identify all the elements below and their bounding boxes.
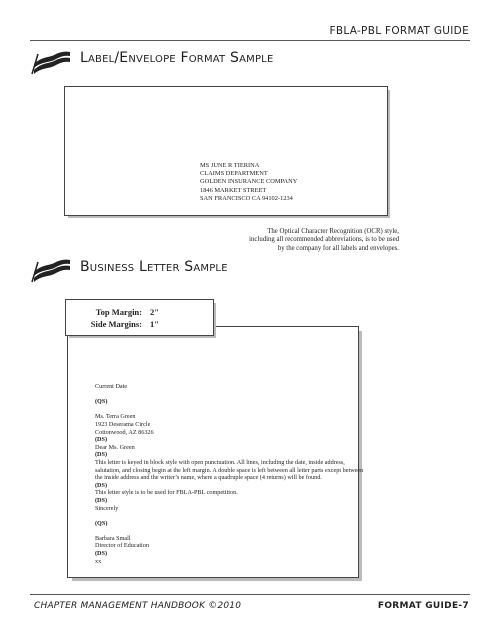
ocr-caption — [199, 228, 399, 253]
header-guide-title: FBLA-PBL FORMAT GUIDE — [329, 25, 469, 37]
address-line: SAN FRANCISCO CA 94102-1234 — [200, 194, 293, 202]
letter-paragraph: This letter is keyed in block style with open punctuation. All lines, including the date, inside address, salutation, and closing begin at the left margin. A double space is left between all letter parts except between the inside address and the writer’s name, where a quadruple space (4 returns) will be found. — [95, 458, 364, 482]
top-margin-value: 2" — [150, 307, 159, 317]
address-line: GOLDEN INSURANCE COMPANY — [200, 178, 298, 186]
margins-table — [66, 307, 159, 331]
complimentary-close: Sincerely — [95, 504, 119, 512]
footer-page-label: FORMAT GUIDE-7 — [377, 601, 469, 611]
inside-address-line: Ms. Terra Green — [95, 413, 136, 421]
footer-handbook-title: CHAPTER MANAGEMENT HANDBOOK ©2010 — [34, 601, 242, 611]
reference-initials: xx — [95, 557, 102, 565]
spacing-note: (QS) — [95, 398, 108, 406]
header-rule — [30, 40, 470, 41]
section-title-envelope: Label/Envelope Format Sample — [80, 50, 274, 66]
margin-row-top — [66, 307, 159, 317]
caption-line: including all recommended abbreviations, is to be used — [249, 236, 399, 244]
side-margin-value: 1" — [150, 319, 159, 329]
spacing-note: (DS) — [95, 550, 108, 558]
fbla-flag-icon — [30, 50, 72, 78]
margin-row-side — [66, 319, 159, 329]
spacing-note: (DS) — [95, 481, 108, 489]
letter-body — [95, 383, 365, 565]
letter-date: Current Date — [95, 383, 128, 390]
margins-box — [65, 299, 214, 336]
top-margin-label: Top Margin: — [95, 307, 142, 317]
spacing-note: (QS) — [95, 519, 108, 527]
spacing-note: (DS) — [95, 436, 108, 444]
salutation: Dear Ms. Green — [95, 443, 135, 451]
envelope-box — [64, 86, 388, 216]
fbla-flag-icon — [30, 258, 72, 286]
signer-name: Barbara Small — [95, 534, 131, 542]
address-line: CLAIMS DEPARTMENT — [200, 170, 268, 178]
letter-paragraph: This letter style is to be used for FBLA-PBL competition. — [95, 489, 238, 497]
spacing-note: (DS) — [95, 496, 108, 504]
side-margin-label: Side Margins: — [90, 319, 142, 329]
address-line: 1846 MARKET STREET — [200, 186, 267, 194]
footer-rule — [30, 594, 470, 595]
caption-line: by the company for all labels and envelopes. — [277, 244, 399, 252]
signer-title: Director of Education — [95, 542, 149, 550]
envelope-address — [200, 162, 297, 203]
section-title-letter: Business Letter Sample — [80, 259, 228, 275]
inside-address-line: Cottonwood, AZ 86326 — [95, 428, 154, 436]
inside-address-line: 1923 Deserama Circle — [95, 420, 151, 428]
caption-line: The Optical Character Recognition (OCR) style, — [267, 228, 399, 235]
spacing-note: (DS) — [95, 451, 108, 459]
address-line: MS JUNE R TIERINA — [200, 162, 260, 169]
